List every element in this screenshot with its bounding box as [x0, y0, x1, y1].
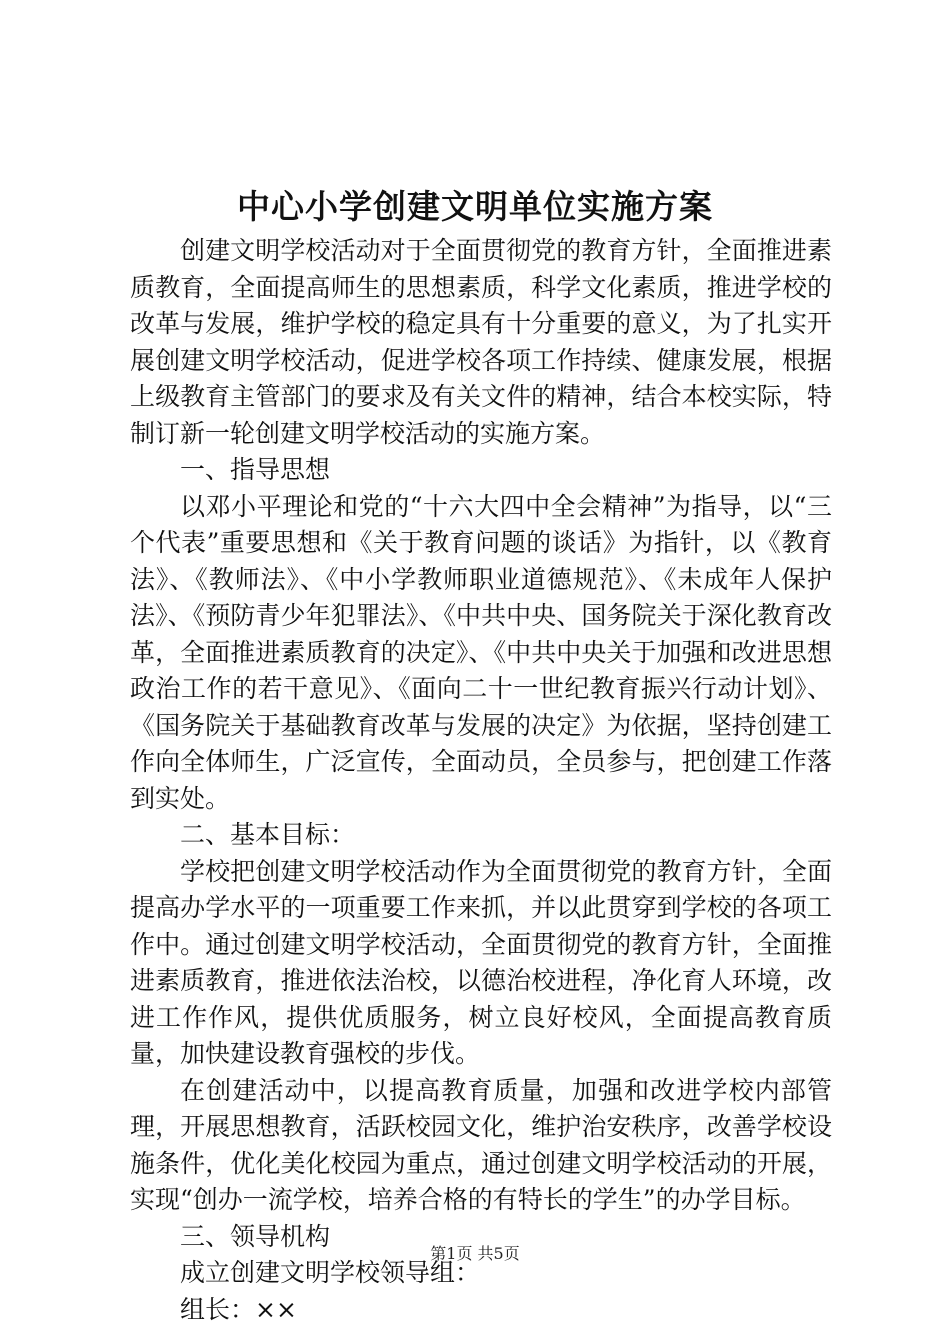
group-leader-line: 组长：××: [180, 1294, 297, 1324]
section-heading-guiding-ideology: 一、指导思想: [180, 455, 331, 484]
page-number-footer: 第1页 共5页: [430, 1244, 520, 1263]
leadership-group-line: 成立创建文明学校领导组：: [180, 1258, 481, 1287]
document-body: [130, 233, 832, 1328]
document-title: 中心小学创建文明单位实施方案: [237, 187, 713, 226]
section-heading-leadership: 三、领导机构: [180, 1221, 331, 1251]
section-heading-basic-goals: 二、基本目标：: [180, 820, 356, 849]
guiding-ideology-paragraph: 以邓小平理论和党的“十六大四中全会精神”为指导，以“三个代表”重要思想和《关于教育问题的谈话》为指针，以《教育法》、《教师法》、《中小学教师职业道德规范》、《未成年人保护法》、《预防青少年犯罪法》、《中共中央、国务院关于深化教育改革，全面推进素质教育的决定》、《中共中央关于加强和改进思想政治工作的若干意见》、《面向二十一世纪教育振兴行动计划》、《国务院关于基础教育改革与发展的决定》为依据，坚持创建工作向全体师生，广泛宣传，全面动员，全员参与，把创建工作落到实处。: [130, 491, 832, 813]
activity-focus-paragraph: 在创建活动中，以提高教育质量，加强和改进学校内部管理，开展思想教育，活跃校园文化，维护治安秩序，改善学校设施条件，优化美化校园为重点，通过创建文明学校活动的开展，实现“创办一流学校，培养合格的有特长的学生”的办学目标。: [130, 1075, 832, 1214]
intro-paragraph: 创建文明学校活动对于全面贯彻党的教育方针，全面推进素质教育，全面提高师生的思想素质，科学文化素质，推进学校的改革与发展，维护学校的稳定具有十分重要的意义，为了扎实开展创建文明学校活动，促进学校各项工作持续、健康发展，根据上级教育主管部门的要求及有关文件的精神，结合本校实际，特制订新一轮创建文明学校活动的实施方案。: [130, 236, 832, 448]
basic-goals-paragraph: 学校把创建文明学校活动作为全面贯彻党的教育方针，全面提高办学水平的一项重要工作来抓，并以此贯穿到学校的各项工作中。通过创建文明学校活动，全面贯彻党的教育方针，全面推进素质教育，推进依法治校，以德治校进程，净化育人环境，改进工作作风，提供优质服务，树立良好校风，全面提高教育质量，加快建设教育强校的步伐。: [130, 856, 832, 1068]
